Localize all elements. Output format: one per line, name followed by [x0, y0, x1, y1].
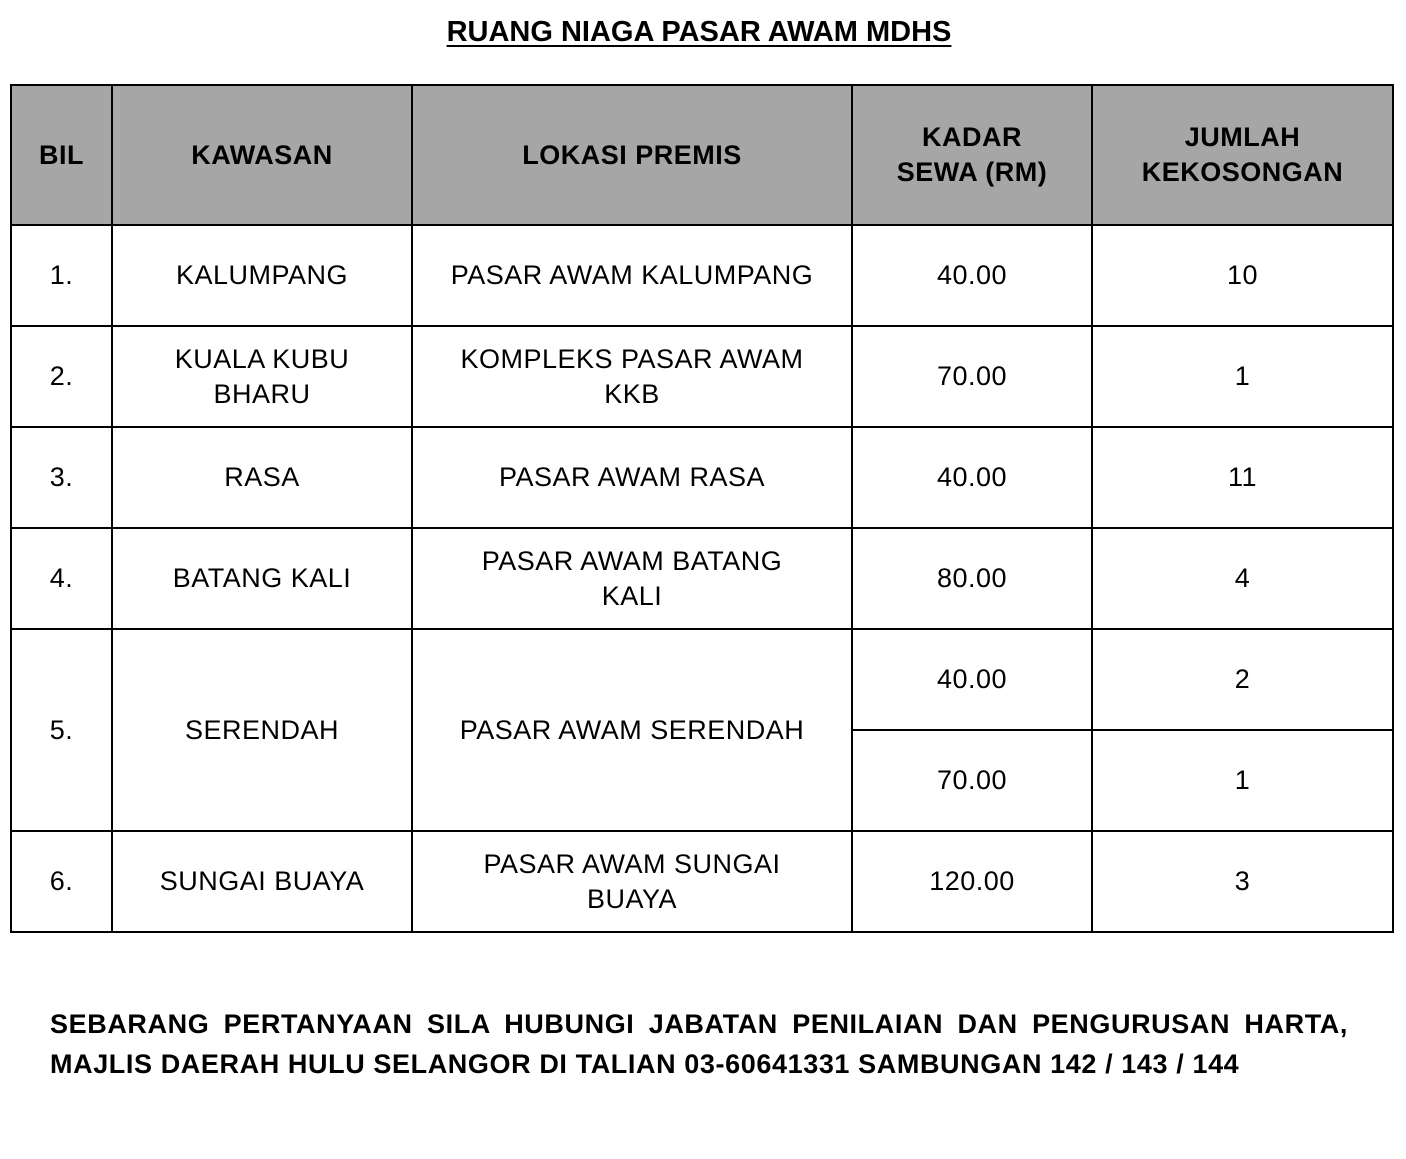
table-row — [11, 831, 1393, 932]
cell-kadar: 70.00 — [852, 326, 1092, 427]
header-kadar-line2: SEWA (RM) — [896, 157, 1048, 187]
cell-kawasan: RASA — [112, 427, 412, 528]
cell-jumlah: 1 — [1092, 326, 1393, 427]
table-row — [11, 528, 1393, 629]
header-bil: BIL — [11, 85, 112, 225]
cell-lokasi: PASAR AWAM KALUMPANG — [412, 225, 852, 326]
cell-bil: 6. — [11, 831, 112, 932]
cell-jumlah: 1 — [1092, 730, 1393, 831]
page-title: RUANG NIAGA PASAR AWAM MDHS — [446, 16, 952, 48]
cell-kadar: 70.00 — [852, 730, 1092, 831]
header-jumlah-line2: KEKOSONGAN — [1141, 157, 1344, 187]
table-row — [11, 629, 1393, 730]
cell-jumlah: 4 — [1092, 528, 1393, 629]
contact-note: SEBARANG PERTANYAAN SILA HUBUNGI JABATAN PENILAIAN DAN PENGURUSAN HARTA, MAJLIS DAERAH HULU SELANGOR DI TALIAN 03-60641331 SAMBUNGAN 142 / 143 / 144 — [50, 1009, 1348, 1079]
cell-jumlah: 11 — [1092, 427, 1393, 528]
header-kadar-line1: KADAR — [922, 122, 1022, 152]
cell-lokasi: KOMPLEKS PASAR AWAM KKB — [412, 326, 852, 427]
cell-bil: 1. — [11, 225, 112, 326]
header-kadar-sewa — [852, 85, 1092, 225]
cell-jumlah: 3 — [1092, 831, 1393, 932]
cell-kadar: 40.00 — [852, 225, 1092, 326]
cell-jumlah: 10 — [1092, 225, 1393, 326]
cell-bil: 4. — [11, 528, 112, 629]
table-header-row — [11, 85, 1393, 225]
header-jumlah-kekosongan — [1092, 85, 1393, 225]
header-jumlah-line1: JUMLAH — [1184, 122, 1301, 152]
cell-bil: 5. — [11, 629, 112, 831]
header-kawasan: KAWASAN — [112, 85, 412, 225]
cell-kawasan: SUNGAI BUAYA — [112, 831, 412, 932]
cell-kawasan: BATANG KALI — [112, 528, 412, 629]
table-row — [11, 326, 1393, 427]
table-row — [11, 225, 1393, 326]
cell-kadar: 40.00 — [852, 629, 1092, 730]
cell-kadar: 40.00 — [852, 427, 1092, 528]
cell-lokasi: PASAR AWAM RASA — [412, 427, 852, 528]
header-lokasi-premis: LOKASI PREMIS — [412, 85, 852, 225]
table-row — [11, 427, 1393, 528]
cell-bil: 2. — [11, 326, 112, 427]
cell-bil: 3. — [11, 427, 112, 528]
cell-kawasan: KUALA KUBU BHARU — [112, 326, 412, 427]
cell-lokasi: PASAR AWAM SERENDAH — [412, 629, 852, 831]
cell-lokasi: PASAR AWAM SUNGAI BUAYA — [412, 831, 852, 932]
cell-kadar: 120.00 — [852, 831, 1092, 932]
rental-table — [10, 84, 1394, 933]
cell-kawasan: SERENDAH — [112, 629, 412, 831]
cell-jumlah: 2 — [1092, 629, 1393, 730]
cell-kadar: 80.00 — [852, 528, 1092, 629]
cell-kawasan: KALUMPANG — [112, 225, 412, 326]
cell-lokasi: PASAR AWAM BATANG KALI — [412, 528, 852, 629]
